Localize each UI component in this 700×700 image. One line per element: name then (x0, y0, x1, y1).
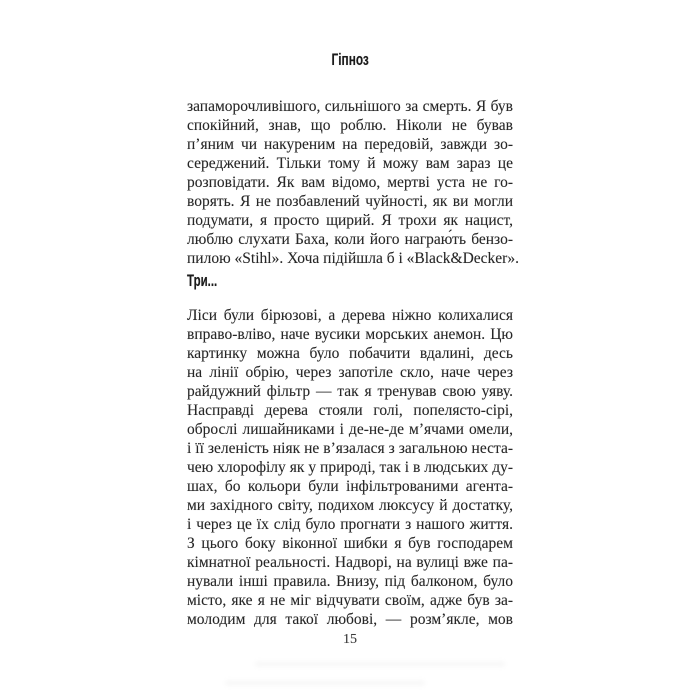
text-line: місто, яке я не міг відчувати своїм, адже був за- (187, 592, 513, 609)
running-head-title: Гіпноз (331, 51, 369, 70)
text-line: люблю слухати Баха, коли його награю́ть бензо- (187, 231, 513, 248)
paragraph-continuation (187, 97, 519, 268)
text-line: З цього боку віконної шибки я був господарем (187, 535, 513, 552)
text-line: картинку можна було побачити вдалині, десь (187, 345, 513, 362)
text-line: молодим для такої любові, — розм’якле, мов (187, 611, 513, 628)
text-line: оброслі лишайниками і де-не-де м’ячами омели, (187, 421, 513, 438)
text-line: вправо-вліво, наче вусики морських анемон. Цю (187, 326, 513, 343)
section-heading-container (187, 272, 513, 291)
text-line: Ліси були бірюзові, а дерева ніжно колихалися (187, 307, 513, 324)
text-line: ми західного світу, подихом люксусу й достатку, (187, 497, 513, 514)
section-heading: Три... (187, 272, 218, 291)
page-showthrough-artifact (255, 662, 505, 666)
text-line: Насправді дерева стояли голі, попелясто-сірі, (187, 402, 513, 419)
text-line: нували інші правила. Внизу, під балконом, було (187, 573, 513, 590)
text-column (187, 97, 519, 629)
text-line: і її зеленість ніяк не в’язалася з загальною неста- (187, 440, 513, 457)
text-line: шах, бо кольори були інфільтрованими агента- (187, 478, 513, 495)
running-head-container (0, 52, 700, 70)
text-line: розповідати. Як вам відомо, мертві уста не го- (187, 174, 513, 191)
text-line: райдужний фільтр — так я тренував свою уяву. (187, 383, 513, 400)
page-number: 15 (343, 632, 357, 647)
text-line: спокійний, знав, що роблю. Ніколи не бував (187, 117, 513, 134)
text-line: середжений. Тільки тому й можу вам зараз це (187, 155, 513, 172)
text-line: на лінії обрію, через запотіле скло, наче через (187, 364, 513, 381)
text-line: п’яним чи накуреним на передовій, завжди зо- (187, 136, 513, 153)
text-line: і через це їх слід було прогнати з нашого життя. (187, 516, 513, 533)
paragraph-main (187, 306, 513, 629)
text-line: запаморочливішого, сильнішого за смерть. Я був (187, 98, 513, 115)
text-line: ворять. Я не позбавлений чуйності, як ви могли (187, 193, 513, 210)
text-line: пилою «Stihl». Хоча підійшла б і «Black&Decker». (187, 250, 519, 267)
text-line: чею хлорофілу як у природі, так і в людських ду- (187, 459, 513, 476)
page-showthrough-artifact (225, 681, 425, 685)
text-line: кімнатної реальності. Надворі, на вулиці вже па- (187, 554, 513, 571)
text-line: подумати, я просто щирий. Я трохи як нацист, (187, 212, 513, 229)
